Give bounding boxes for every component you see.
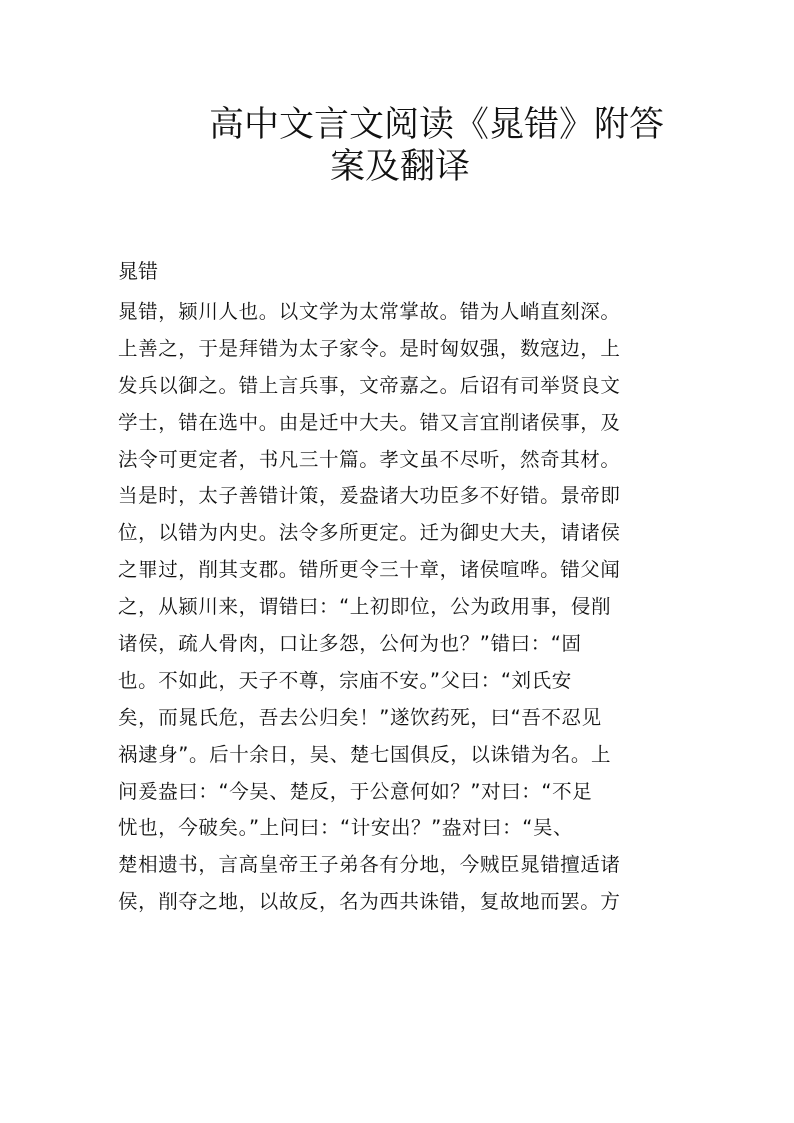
text-line: 发兵以御之。错上言兵事，文帝嘉之。后诏有司举贤良文 <box>118 373 621 397</box>
text-line: 上善之，于是拜错为太子家令。是时匈奴强，数寇边，上 <box>118 336 621 360</box>
text-line: 侯，削夺之地，以故反，名为西共诛错，复故地而罢。方 <box>118 890 621 914</box>
text-line: 当是时，太子善错计策，爰盎诸大功臣多不好错。景帝即 <box>118 484 621 508</box>
body-text <box>118 294 678 921</box>
text-line: 学士，错在选中。由是迁中大夫。错又言宜削诸侯事，及 <box>118 410 621 434</box>
section-heading: 晁错 <box>118 259 158 283</box>
text-line: 楚相遗书，言高皇帝王子弟各有分地，今贼臣晁错擅适诸 <box>118 853 621 877</box>
text-line: 之罪过，削其支郡。错所更令三十章，诸侯喧哗。错父闻 <box>118 558 621 582</box>
document-title-line-2: 案及翻译 <box>330 147 471 187</box>
text-line: 问爰盎曰：“今吴、楚反，于公意何如？”对曰：“不足 <box>118 779 593 803</box>
text-line: 祸逮身”。后十余日，吴、楚七国俱反，以诛错为名。上 <box>118 742 612 766</box>
text-line: 矣，而晁氏危，吾去公归矣！”遂饮药死，曰“吾不忍见 <box>118 705 602 729</box>
text-line: 诸侯，疏人骨肉，口让多怨，公何为也？”错曰：“固 <box>118 632 582 656</box>
text-line: 之，从颍川来，谓错曰：“上初即位，公为政用事，侵削 <box>118 595 612 619</box>
text-line: 法令可更定者，书凡三十篇。孝文虽不尽听，然奇其材。 <box>118 447 621 471</box>
text-line: 晁错，颍川人也。以文学为太常掌故。错为人峭直刻深。 <box>118 300 621 323</box>
document-title-line-1: 高中文言文阅读《晁错》附答 <box>209 105 665 145</box>
text-line: 忧也，今破矣。”上问曰：“计安出？”盎对曰：“吴、 <box>118 816 574 840</box>
text-line: 位，以错为内史。法令多所更定。迁为御史大夫，请诸侯 <box>118 521 621 545</box>
text-line: 也。不如此，天子不尊，宗庙不安。”父曰：“刘氏安 <box>118 668 572 692</box>
